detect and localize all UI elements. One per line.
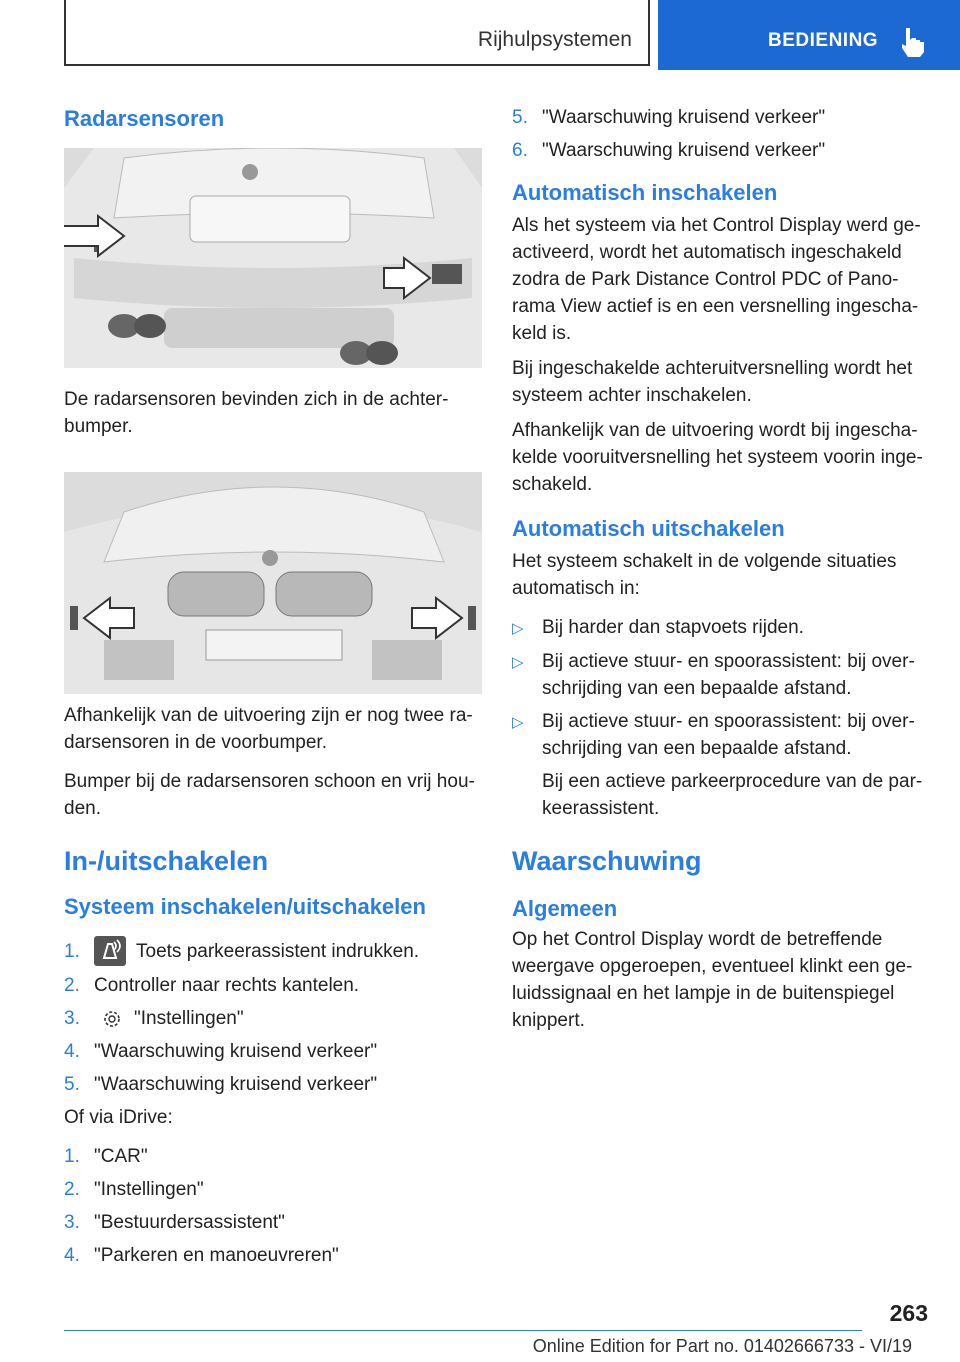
right-column xyxy=(512,100,932,1034)
list-item xyxy=(64,1176,482,1203)
step-number: 1. xyxy=(64,1146,80,1167)
step-number: 5. xyxy=(64,1074,80,1095)
step-text: "CAR" xyxy=(94,1146,148,1167)
bullet-text: Bij harder dan stapvoets rijden. xyxy=(542,617,804,638)
list-item xyxy=(512,648,932,702)
step-number: 2. xyxy=(64,975,80,996)
heading-system-switch: Systeem inschakelen/uitschakelen xyxy=(64,894,426,919)
list-item xyxy=(64,1005,482,1032)
list-item xyxy=(512,137,932,164)
step-text: "Waarschuwing kruisend verkeer" xyxy=(94,1041,378,1062)
paragraph-clean-sensors: Bumper bij de radarsensoren schoon en vrij hou-den. xyxy=(64,771,475,819)
paragraph-front-sensors: Afhankelijk van de uitvoering zijn er nog twee ra-darsensoren in de voorbumper. xyxy=(64,705,473,753)
triangle-bullet-icon: ▷ xyxy=(512,714,524,731)
paragraph-auto-off: Het systeem schakelt in de volgende situaties automatisch in: xyxy=(512,551,897,599)
step-number: 3. xyxy=(64,1008,80,1029)
step-text: "Waarschuwing kruisend verkeer" xyxy=(94,1074,378,1095)
rear-bumper-illustration xyxy=(64,148,482,368)
chapter-tab xyxy=(64,0,650,66)
list-item xyxy=(64,936,482,966)
step-number: 3. xyxy=(64,1212,80,1233)
heading-warning: Waarschuwing xyxy=(512,846,702,876)
bullet-text: Bij actieve stuur- en spoorassistent: bij over-schrijding van een bepaalde afstand. xyxy=(542,651,915,699)
list-item xyxy=(512,104,932,131)
list-item xyxy=(64,972,482,999)
step-text: "Bestuurdersassistent" xyxy=(94,1212,285,1233)
paragraph-general: Op het Control Display wordt de betreffende weergave opgeroepen, eventueel klinkt een ge-luidssignaal en het lampje in de buitenspiegel knippert. xyxy=(512,929,913,1031)
step-number: 2. xyxy=(64,1179,80,1200)
step-number: 6. xyxy=(512,140,528,161)
bullet-note: Bij een actieve parkeerprocedure van de par-keerassistent. xyxy=(542,771,923,819)
heading-auto-switch-off: Automatisch uitschakelen xyxy=(512,516,785,541)
list-item xyxy=(64,1242,482,1269)
step-number: 4. xyxy=(64,1041,80,1062)
list-item xyxy=(64,1143,482,1170)
paragraph-auto-on-2: Bij ingeschakelde achteruitversnelling wordt het systeem achter inschakelen. xyxy=(512,358,913,406)
heading-radar-sensors: Radarsensoren xyxy=(64,106,225,131)
heading-general: Algemeen xyxy=(512,896,618,921)
front-bumper-illustration xyxy=(64,472,482,694)
triangle-bullet-icon: ▷ xyxy=(512,620,524,637)
chapter-title: Rijhulpsystemen xyxy=(477,28,632,51)
step-text: Toets parkeerassistent indrukken. xyxy=(136,940,420,962)
list-item xyxy=(512,708,932,762)
triangle-bullet-icon: ▷ xyxy=(512,654,524,671)
step-text: "Instellingen" xyxy=(134,1008,244,1029)
left-column xyxy=(64,100,482,1275)
step-number: 5. xyxy=(512,107,528,128)
step-text: "Waarschuwing kruisend verkeer" xyxy=(542,107,826,128)
list-item xyxy=(512,614,932,642)
steps-list-b xyxy=(64,1143,482,1269)
heading-auto-switch-on: Automatisch inschakelen xyxy=(512,180,778,205)
list-item xyxy=(64,1038,482,1065)
parking-assistant-button-icon xyxy=(94,936,126,966)
heading-switch-on-off: In-/uitschakelen xyxy=(64,846,269,876)
list-item xyxy=(64,1071,482,1098)
edition-note: Online Edition for Part no. 01402666733 - VI/19 xyxy=(532,1336,912,1356)
footer-divider xyxy=(64,1330,862,1331)
step-text: "Parkeren en manoeuvreren" xyxy=(94,1245,339,1266)
pointing-hand-icon xyxy=(894,24,930,60)
paragraph-auto-on-3: Afhankelijk van de uitvoering wordt bij ingescha-kelde vooruitversnelling het systeem voorin inge-schakeld. xyxy=(512,420,923,495)
steps-list-c xyxy=(512,104,932,164)
steps-list-a xyxy=(64,936,482,1098)
section-title: BEDIENING xyxy=(768,30,879,51)
step-text: "Waarschuwing kruisend verkeer" xyxy=(542,140,826,161)
section-tab xyxy=(658,0,960,70)
paragraph-via-idrive: Of via iDrive: xyxy=(64,1107,173,1128)
step-number: 4. xyxy=(64,1245,80,1266)
bullet-list xyxy=(512,614,932,762)
step-number: 1. xyxy=(64,940,80,962)
list-item xyxy=(64,1209,482,1236)
bullet-text: Bij actieve stuur- en spoorassistent: bij over-schrijding van een bepaalde afstand. xyxy=(542,711,915,759)
page-number: 263 xyxy=(889,1300,928,1326)
step-text: "Instellingen" xyxy=(94,1179,204,1200)
paragraph-rear-sensors: De radarsensoren bevinden zich in de achter-bumper. xyxy=(64,389,449,437)
paragraph-auto-on-1: Als het systeem via het Control Display werd ge-activeerd, wordt het automatisch ingeschakeld zodra de Park Distance Control PDC of Pano-rama View actief is en een versnelling ingescha-keld is. xyxy=(512,215,921,344)
step-text: Controller naar rechts kantelen. xyxy=(94,975,360,996)
gear-icon xyxy=(100,1007,124,1031)
